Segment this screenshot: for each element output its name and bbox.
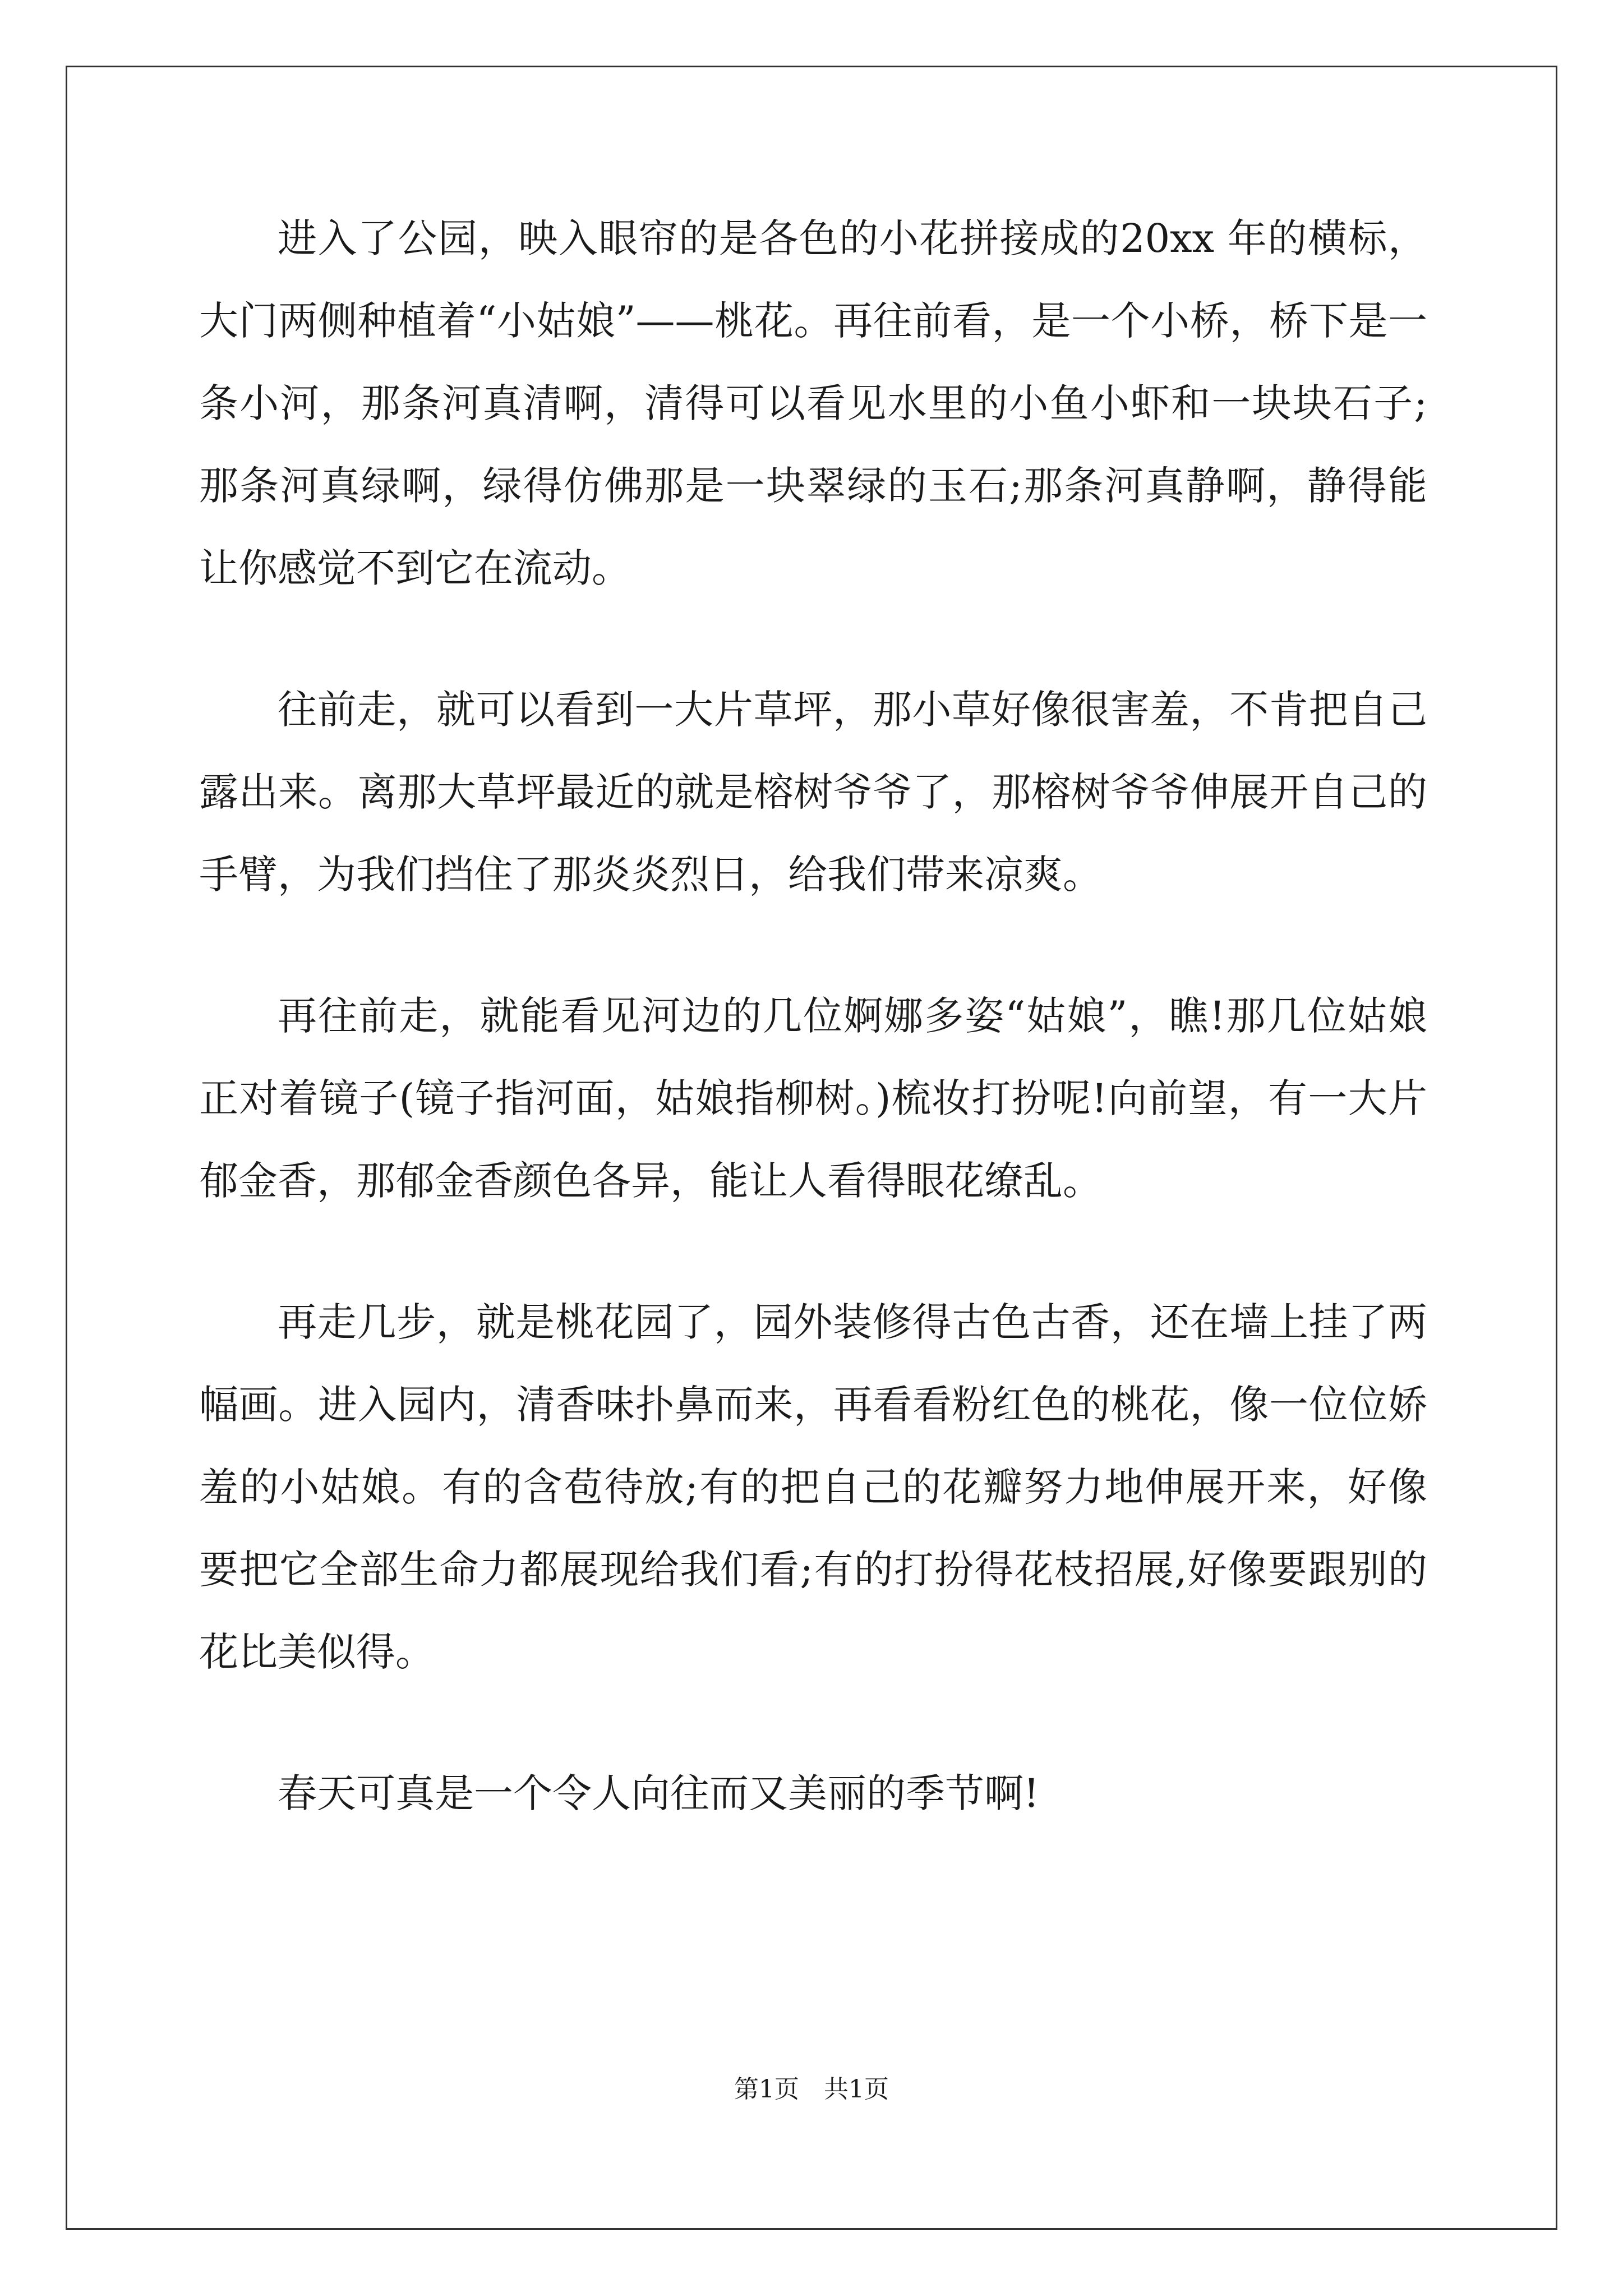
paragraph-4: 再走几步，就是桃花园了，园外装修得古色古香，还在墙上挂了两幅画。进入园内，清香味扑鼻而来，再看看粉红色的桃花，像一位位娇羞的小姑娘。有的含苞待放;有的把自己的花瓣努力地伸展开来，好像要把它全部生命力都展现给我们看;有的打扮得花枝招展,好像要跟别的花比美似得。 — [199, 1299, 1427, 1675]
paragraph-1: 进入了公园，映入眼帘的是各色的小花拼接成的20xx 年的横标，大门两侧种植着“小姑娘”——桃花。再往前看，是一个小桥，桥下是一条小河，那条河真清啊，清得可以看见水里的小鱼小虾和一块块石子;那条河真绿啊，绿得仿佛那是一块翠绿的玉石;那条河真静啊，静得能让你感觉不到它在流动。 — [199, 215, 1427, 591]
document-body — [199, 197, 1427, 1835]
page-number-footer: 第1页 共1页 — [734, 2075, 889, 2104]
paragraph-2: 往前走，就可以看到一大片草坪，那小草好像很害羞，不肯把自己露出来。离那大草坪最近的就是榕树爷爷了，那榕树爷爷伸展开自己的手臂，为我们挡住了那炎炎烈日，给我们带来凉爽。 — [199, 687, 1427, 898]
paragraph-3: 再往前走，就能看见河边的几位婀娜多姿“姑娘”，瞧!那几位姑娘正对着镜子(镜子指河面，姑娘指柳树。)梳妆打扮呢!向前望，有一大片郁金香，那郁金香颜色各异，能让人看得眼花缭乱。 — [199, 993, 1427, 1204]
paragraph-5: 春天可真是一个令人向往而又美丽的季节啊! — [278, 1770, 1040, 1816]
